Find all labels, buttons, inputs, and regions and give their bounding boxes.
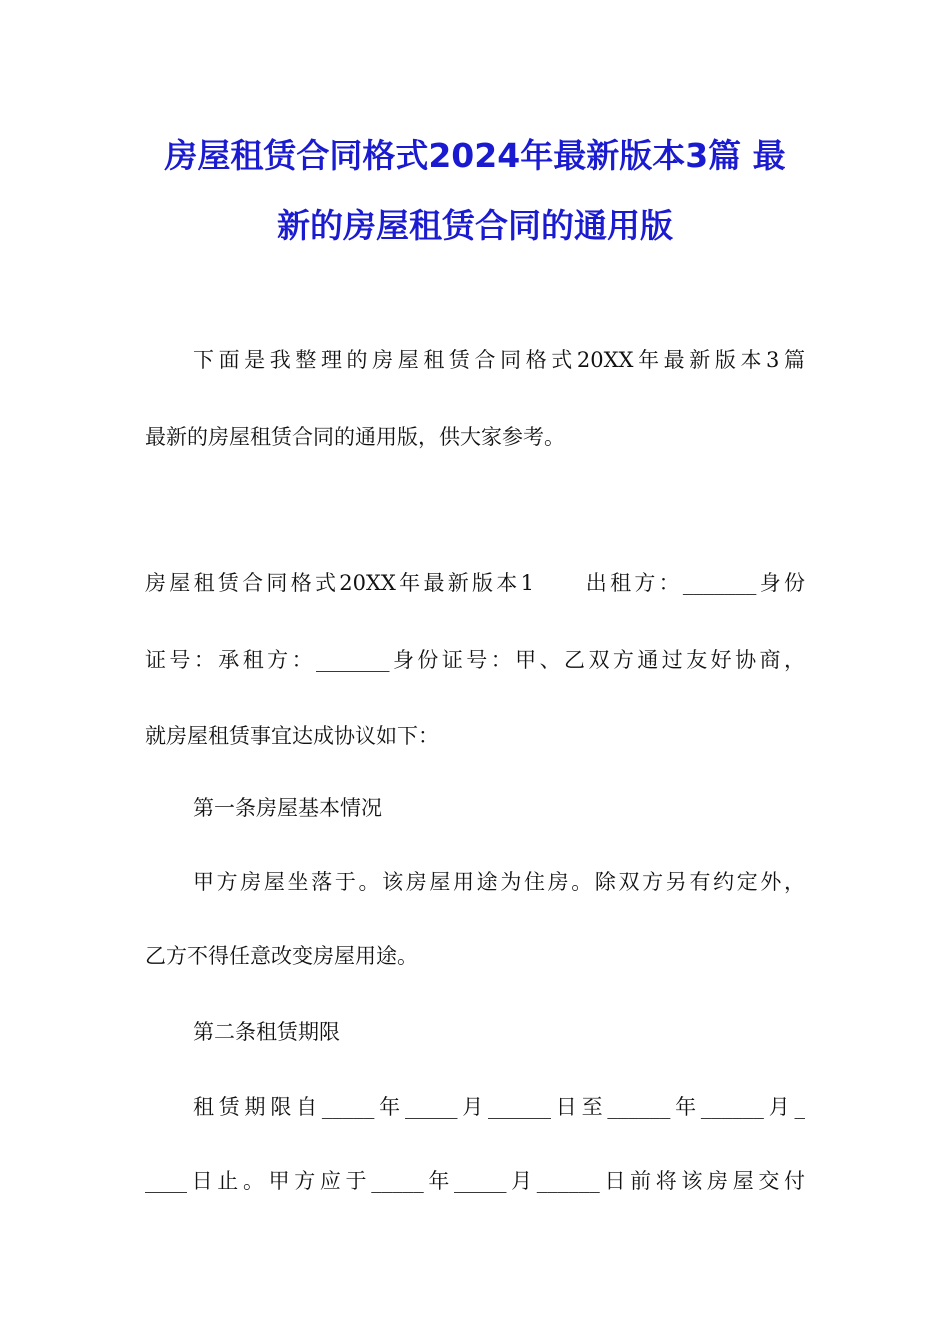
article-1-heading: 第一条房屋基本情况 bbox=[193, 796, 382, 820]
article-1-text-line-2: 乙方不得任意改变房屋用途。 bbox=[145, 944, 418, 968]
article-2-text-line-1: 租赁期限自_____年_____月______日至______年______月_ bbox=[193, 1095, 805, 1119]
document-title-line-1: 房屋租赁合同格式2024年最新版本3篇 最 bbox=[164, 136, 786, 175]
article-2-text-line-2: ____日止。甲方应于_____年_____月______日前将该房屋交付 bbox=[145, 1169, 805, 1193]
contract-heading-line-3: 就房屋租赁事宜达成协议如下： bbox=[145, 724, 439, 748]
document-title-line-2: 新的房屋租赁合同的通用版 bbox=[277, 206, 673, 245]
intro-paragraph-line-2: 最新的房屋租赁合同的通用版，供大家参考。 bbox=[145, 425, 565, 449]
contract-heading-line-1: 房屋租赁合同格式20XX年最新版本1 出租方：_______身份 bbox=[145, 571, 805, 595]
article-2-heading: 第二条租赁期限 bbox=[193, 1020, 340, 1044]
article-1-text-line-1: 甲方房屋坐落于。该房屋用途为住房。除双方另有约定外， bbox=[193, 870, 805, 894]
intro-paragraph-line-1: 下面是我整理的房屋租赁合同格式20XX年最新版本3篇 bbox=[193, 348, 805, 372]
contract-heading-line-2: 证号：承租方：_______身份证号：甲、乙双方通过友好协商， bbox=[145, 648, 805, 672]
